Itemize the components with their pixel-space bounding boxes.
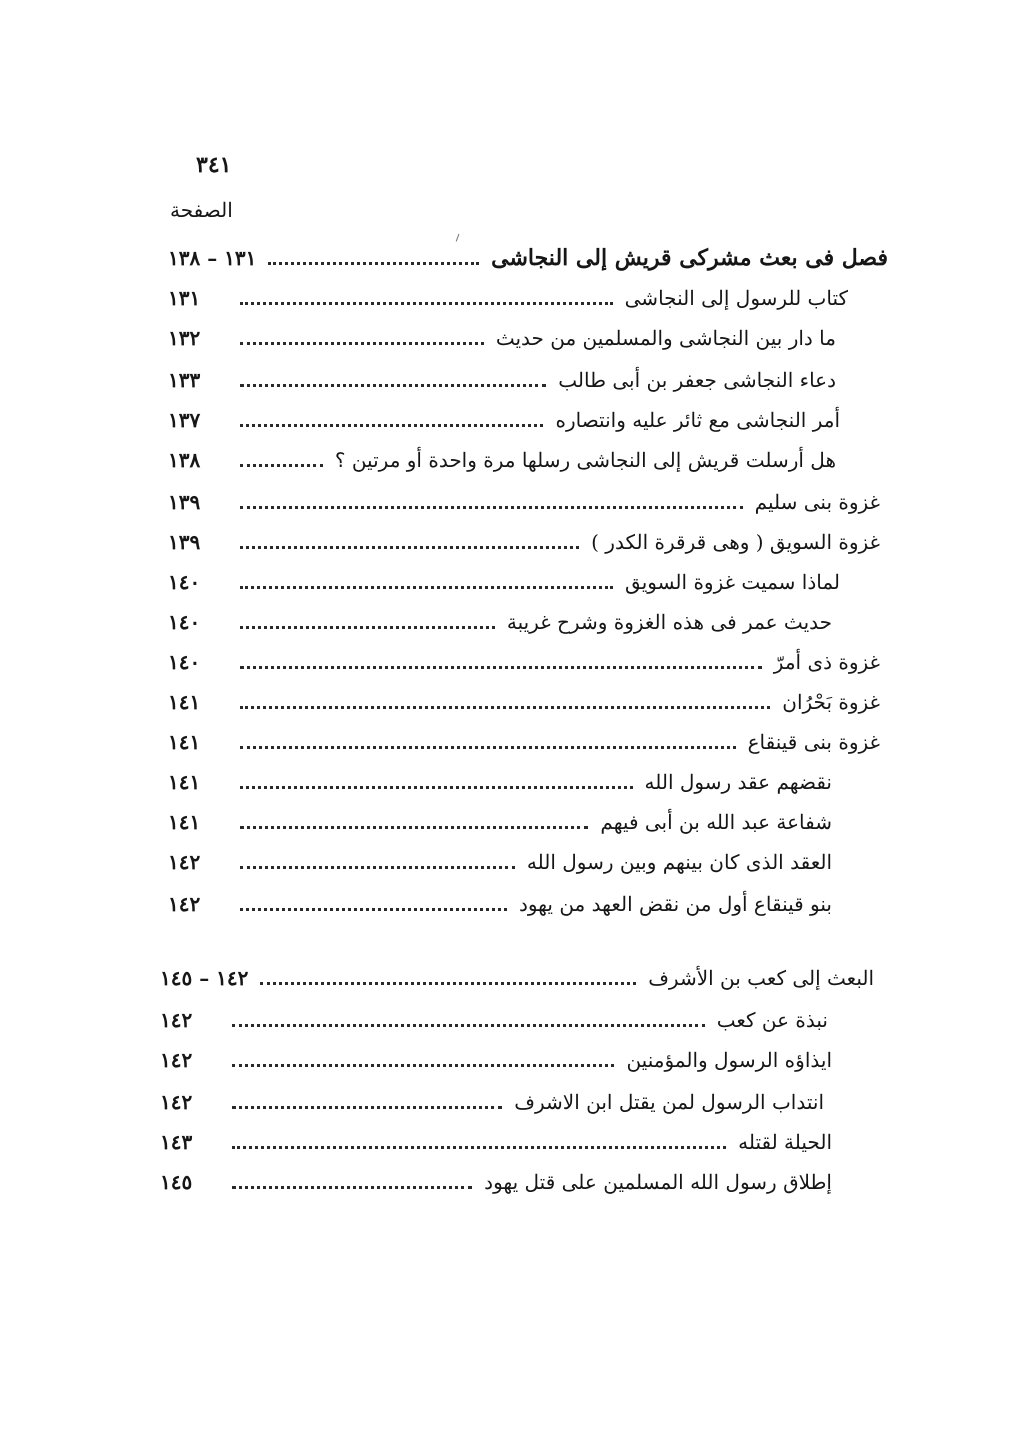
- toc-heading: [160, 958, 874, 998]
- toc-entry-pages: ١٣٧: [168, 408, 201, 432]
- toc-heading: [168, 522, 880, 562]
- dot-leader: [240, 906, 507, 911]
- toc-entry-pages: ١٣٢: [168, 326, 201, 350]
- toc-entry: [168, 842, 832, 882]
- dot-leader: [240, 504, 743, 509]
- dot-leader: [260, 980, 636, 985]
- toc-entry-title: انتداب الرسول لمن يقتل ابن الاشرف: [514, 1090, 824, 1114]
- toc-entry-title: نبذة عن كعب: [716, 1008, 828, 1032]
- toc-heading-title: غزوة بنى قينقاع: [747, 730, 880, 754]
- toc-entry: [168, 360, 836, 400]
- toc-heading-pages: ١٣٩: [168, 530, 201, 554]
- toc-heading-pages: ١٣٩: [168, 490, 201, 514]
- dot-leader: [240, 744, 736, 749]
- toc-heading-pages: ١٤٠: [168, 650, 201, 674]
- dot-leader: [240, 544, 579, 549]
- dot-leader: [232, 1022, 705, 1027]
- toc-entry-title: ايذاؤه الرسول والمؤمنين: [626, 1048, 832, 1072]
- dot-leader: [240, 584, 613, 589]
- toc-entry-pages: ١٤٠: [168, 610, 201, 634]
- toc-entry: [168, 318, 836, 358]
- toc-entry-pages: ١٤٢: [168, 850, 201, 874]
- dot-leader: [240, 784, 633, 789]
- toc-entry: [168, 562, 840, 602]
- toc-entry-pages: ١٤٥: [160, 1170, 193, 1194]
- dot-leader: [240, 864, 515, 869]
- dot-leader: [240, 462, 323, 467]
- toc-entry: [168, 400, 840, 440]
- toc-heading: [168, 482, 880, 522]
- page-column-label: الصفحة: [170, 198, 233, 222]
- dot-leader: [232, 1062, 614, 1067]
- dot-leader: [240, 340, 484, 345]
- dot-leader: [240, 300, 613, 305]
- toc-entry-pages: ١٣٨: [168, 448, 201, 472]
- toc-entry-title: لماذا سميت غزوة السويق: [625, 570, 840, 594]
- dot-leader: [240, 624, 495, 629]
- toc-heading-title: غزوة بنى سليم: [754, 490, 880, 514]
- toc-entry-pages: ١٤٣: [160, 1130, 193, 1154]
- toc-entry: [168, 802, 832, 842]
- toc-heading-title: غزوة ذى أمرّ: [773, 650, 880, 674]
- toc-entry-title: أمر النجاشى مع ثائر عليه وانتصاره: [555, 408, 840, 432]
- toc-entry: [168, 440, 836, 480]
- dot-leader: [240, 422, 543, 427]
- dot-leader: [232, 1104, 502, 1109]
- toc-entry-title: كتاب للرسول إلى النجاشى: [624, 286, 848, 310]
- dot-leader: [232, 1184, 472, 1189]
- toc-entry: [168, 602, 832, 642]
- toc-entry-title: إطلاق رسول الله المسلمين على قتل يهود: [484, 1170, 832, 1194]
- toc-heading-pages: ١٤٢ – ١٤٥: [160, 966, 249, 990]
- toc-heading-title: فصل فى بعث مشركى قريش إلى النجاشى: [491, 245, 888, 271]
- toc-entry-title: العقد الذى كان بينهم وبين رسول الله: [526, 850, 832, 874]
- toc-heading: [168, 682, 880, 722]
- toc-entry-pages: ١٤٢: [160, 1090, 193, 1114]
- toc-heading: [168, 238, 888, 278]
- toc-entry-title: دعاء النجاشى جعفر بن أبى طالب: [558, 368, 836, 392]
- toc-heading-pages: ١٤١: [168, 690, 201, 714]
- toc-entry-title: الحيلة لقتله: [738, 1130, 832, 1154]
- toc-heading-title: غزوة السويق ( وهى قرقرة الكدر ): [591, 530, 880, 554]
- toc-entry: [168, 884, 832, 924]
- toc-entry-pages: ١٤٢: [160, 1048, 193, 1072]
- toc-entry-title: بنو قينقاع أول من نقض العهد من يهود: [518, 892, 832, 916]
- toc-entry-title: نقضهم عقد رسول الله: [644, 770, 832, 794]
- dot-leader: [240, 824, 588, 829]
- toc-entry-pages: ١٤٢: [160, 1008, 193, 1032]
- toc-entry-title: حديث عمر فى هذه الغزوة وشرح غريبة: [506, 610, 832, 634]
- dot-leader: [240, 382, 546, 387]
- toc-entry-pages: ١٤١: [168, 770, 201, 794]
- toc-entry-title: ما دار بين النجاشى والمسلمين من حديث: [495, 326, 836, 350]
- toc-entry: [160, 1162, 832, 1202]
- toc-entry-pages: ١٤٠: [168, 570, 201, 594]
- toc-entry-pages: ١٤١: [168, 810, 201, 834]
- toc-entry-title: هل أرسلت قريش إلى النجاشى رسلها مرة واحدة أو مرتين ؟: [334, 448, 836, 472]
- dot-leader: [240, 664, 762, 669]
- toc-heading: [168, 722, 880, 762]
- toc-heading-title: البعث إلى كعب بن الأشرف: [648, 966, 874, 990]
- toc-entry: [168, 762, 832, 802]
- toc-entry: [160, 1122, 832, 1162]
- toc-entry: [168, 278, 848, 318]
- toc-heading-pages: ١٤١: [168, 730, 201, 754]
- toc-heading: [168, 642, 880, 682]
- toc-entry-pages: ١٤٢: [168, 892, 201, 916]
- dot-leader: [268, 260, 479, 265]
- toc-entry: [160, 1000, 828, 1040]
- toc-heading-pages: ١٣١ – ١٣٨: [168, 246, 257, 270]
- toc-entry-title: شفاعة عبد الله بن أبى فيهم: [600, 810, 832, 834]
- toc-entry-pages: ١٣٣: [168, 368, 201, 392]
- toc-heading-title: غزوة بَحْرُان: [782, 690, 880, 714]
- toc-entry: [160, 1082, 824, 1122]
- toc-entry: [160, 1040, 832, 1080]
- toc-entry-pages: ١٣١: [168, 286, 201, 310]
- dot-leader: [240, 704, 770, 709]
- page-number: ٣٤١: [196, 152, 232, 178]
- dot-leader: [232, 1144, 726, 1149]
